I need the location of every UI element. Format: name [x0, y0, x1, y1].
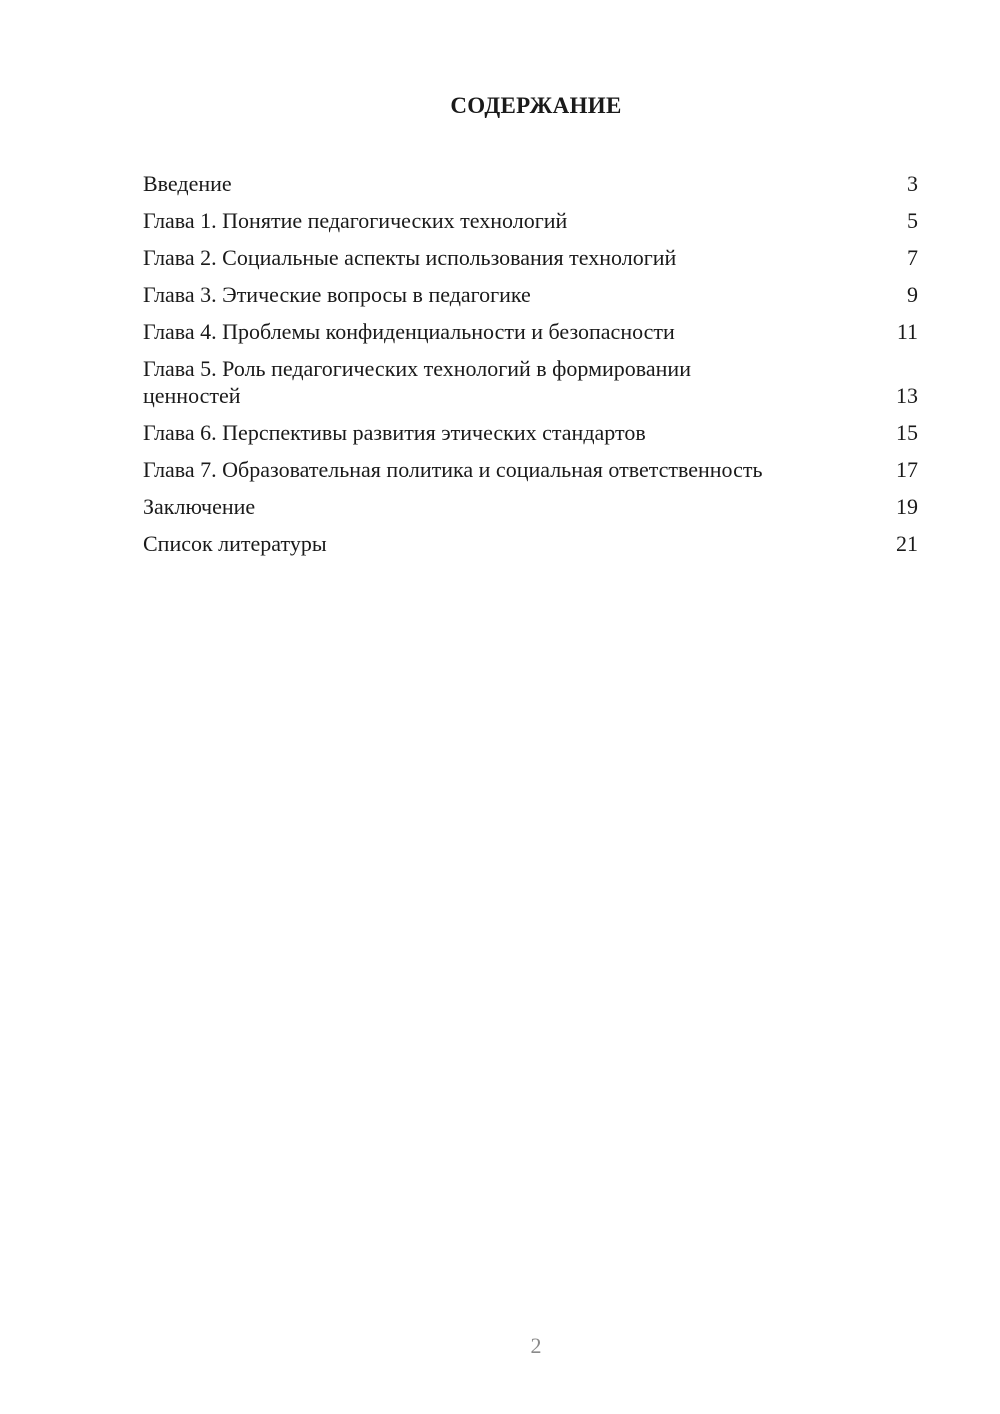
toc-item-conclusion[interactable]: [143, 493, 918, 520]
toc-item-label: Глава 1. Понятие педагогических технологий: [143, 208, 568, 233]
toc-item-chapter-2[interactable]: [143, 244, 918, 271]
toc-item-page: 21: [896, 531, 918, 556]
toc-item-page: 9: [907, 282, 918, 307]
toc-item-page: 3: [907, 171, 918, 196]
toc-list: [143, 170, 918, 567]
toc-item-label: Глава 6. Перспективы развития этических стандартов: [143, 420, 646, 445]
toc-item-page: 7: [907, 245, 918, 270]
toc-item-chapter-5[interactable]: [143, 355, 918, 409]
toc-item-references[interactable]: [143, 530, 918, 557]
toc-item-label: Глава 3. Этические вопросы в педагогике: [143, 282, 531, 307]
toc-item-label: Заключение: [143, 494, 256, 519]
toc-item-introduction[interactable]: [143, 170, 918, 197]
toc-item-label: Глава 7. Образовательная политика и социальная ответственность: [143, 457, 763, 482]
toc-item-chapter-4[interactable]: [143, 318, 918, 345]
toc-item-page: 11: [896, 319, 918, 344]
toc-item-label: Введение: [143, 171, 232, 196]
toc-item-label: Глава 4. Проблемы конфиденциальности и безопасности: [143, 319, 675, 344]
toc-item-label: Список литературы: [143, 531, 327, 556]
toc-item-page: 13: [896, 383, 918, 408]
toc-item-page: 17: [896, 457, 918, 482]
toc-item-page: 5: [907, 208, 918, 233]
toc-item-label: Глава 2. Социальные аспекты использования технологий: [143, 245, 677, 270]
toc-title: СОДЕРЖАНИЕ: [450, 93, 622, 118]
toc-item-chapter-1[interactable]: [143, 207, 918, 234]
toc-item-label: Глава 5. Роль педагогических технологий в формировании ценностей: [143, 356, 691, 408]
toc-item-chapter-7[interactable]: [143, 456, 918, 483]
toc-item-chapter-6[interactable]: [143, 419, 918, 446]
toc-item-chapter-3[interactable]: [143, 281, 918, 308]
toc-item-page: 15: [896, 420, 918, 445]
toc-item-page: 19: [896, 494, 918, 519]
page-number: 2: [530, 1333, 542, 1358]
